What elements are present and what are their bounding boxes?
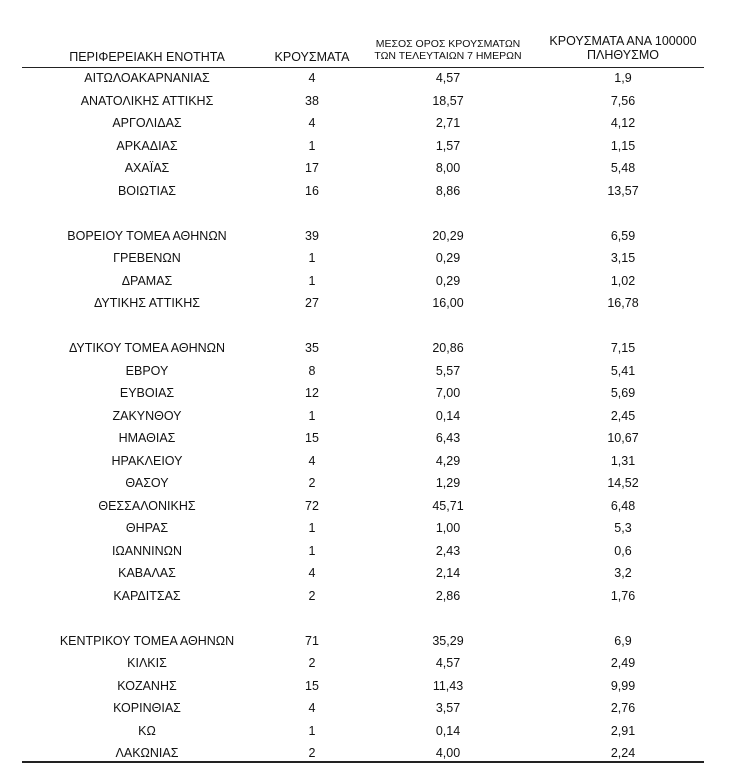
table-row (0, 721, 731, 744)
header-avg-line1: ΜΕΣΟΣ ΟΡΟΣ ΚΡΟΥΣΜΑΤΩΝ (375, 38, 521, 50)
cell-seven-day-average: 8,86 (435, 183, 461, 198)
table-row (0, 91, 731, 114)
cell-per-100000: 7,15 (610, 341, 636, 355)
table-row (0, 631, 731, 654)
header-per-line2: ΠΛΗΘΥΣΜΟ (587, 48, 659, 63)
cell-region: ΚΙΛΚΙΣ (127, 656, 167, 670)
cell-cases: 17 (305, 161, 319, 175)
cell-seven-day-average: 35,29 (432, 633, 464, 648)
cell-region: ΘΕΣΣΑΛΟΝΙΚΗΣ (98, 498, 196, 513)
cell-per-100000: 10,67 (607, 431, 639, 445)
cell-per-100000: 3,2 (614, 566, 632, 580)
cell-region: ΒΟΡΕΙΟΥ ΤΟΜΕΑ ΑΘΗΝΩΝ (67, 228, 227, 243)
cell-seven-day-average: 1,29 (435, 476, 461, 490)
cell-seven-day-average: 7,00 (435, 386, 461, 400)
cell-per-100000: 16,78 (607, 296, 639, 310)
cell-seven-day-average: 0,29 (435, 273, 461, 288)
cell-seven-day-average: 0,14 (435, 723, 461, 738)
cell-per-100000: 2,45 (610, 408, 636, 423)
cell-cases: 1 (308, 408, 316, 423)
cell-cases: 1 (308, 273, 316, 288)
cell-cases: 27 (305, 296, 319, 310)
header-region: ΠΕΡΙΦΕΡΕΙΑΚΗ ΕΝΟΤΗΤΑ (69, 50, 225, 64)
table-row (0, 158, 731, 181)
cell-seven-day-average: 20,86 (432, 341, 464, 355)
cell-seven-day-average: 6,43 (435, 431, 461, 445)
cell-per-100000: 5,69 (610, 386, 636, 400)
cell-cases: 2 (308, 746, 316, 760)
cell-seven-day-average: 20,29 (432, 228, 464, 243)
cell-cases: 35 (305, 341, 319, 355)
cell-region: ΚΟΡΙΝΘΙΑΣ (113, 701, 181, 715)
cell-seven-day-average: 2,43 (435, 543, 461, 558)
cell-region: ΕΒΡΟΥ (125, 363, 169, 378)
table-row (0, 586, 731, 609)
cell-cases: 2 (308, 656, 316, 670)
table-row (0, 293, 731, 316)
table-row (0, 541, 731, 564)
header-per-line1: ΚΡΟΥΣΜΑΤΑ ΑΝΑ 100000 (549, 34, 697, 48)
cell-region: ΗΜΑΘΙΑΣ (118, 431, 176, 445)
cell-cases: 1 (308, 521, 316, 535)
cell-per-100000: 1,15 (610, 138, 636, 153)
cell-region: ΔΥΤΙΚΟΥ ΤΟΜΕΑ ΑΘΗΝΩΝ (68, 341, 226, 355)
table-row (0, 338, 731, 361)
cell-region: ΑΡΚΑΔΙΑΣ (116, 138, 178, 153)
cell-cases: 71 (305, 633, 319, 648)
cell-per-100000: 0,6 (614, 543, 632, 558)
cell-seven-day-average: 2,14 (435, 566, 461, 580)
cell-region: ΘΗΡΑΣ (125, 521, 169, 535)
cell-region: ΚΟΖΑΝΗΣ (117, 678, 177, 693)
cell-per-100000: 13,57 (607, 183, 639, 198)
cell-region: ΖΑΚΥΝΘΟΥ (112, 408, 182, 423)
cell-seven-day-average: 4,57 (435, 71, 461, 85)
cell-per-100000: 1,76 (610, 588, 636, 603)
cell-region: ΛΑΚΩΝΙΑΣ (115, 746, 179, 760)
cell-per-100000: 7,56 (610, 93, 636, 108)
cell-cases: 2 (308, 588, 316, 603)
cell-cases: 4 (308, 71, 316, 85)
cell-per-100000: 1,31 (610, 453, 636, 468)
table-row (0, 113, 731, 136)
cell-seven-day-average: 4,57 (435, 656, 461, 670)
table-row (0, 271, 731, 294)
cell-region: ΚΑΡΔΙΤΣΑΣ (113, 588, 181, 603)
table-body (0, 68, 731, 766)
table-row (0, 248, 731, 271)
cell-cases: 1 (308, 251, 316, 265)
cell-per-100000: 5,3 (614, 521, 632, 535)
table-row (0, 181, 731, 204)
cell-cases: 15 (305, 678, 319, 693)
cell-cases: 16 (305, 183, 319, 198)
table-row (0, 136, 731, 159)
header-avg-line2: ΤΩΝ ΤΕΛΕΥΤΑΙΩΝ 7 ΗΜΕΡΩΝ (374, 50, 522, 63)
cell-cases: 12 (305, 386, 319, 400)
header-per-100000 (538, 34, 708, 63)
cell-seven-day-average: 4,29 (435, 453, 461, 468)
cell-per-100000: 6,9 (614, 633, 632, 648)
cell-per-100000: 5,48 (610, 161, 636, 175)
cell-seven-day-average: 2,71 (435, 116, 461, 130)
cell-region: ΘΑΣΟΥ (125, 476, 169, 490)
cell-region: ΔΥΤΙΚΗΣ ΑΤΤΙΚΗΣ (94, 296, 200, 310)
cell-seven-day-average: 2,86 (435, 588, 461, 603)
cell-per-100000: 6,59 (610, 228, 636, 243)
cell-seven-day-average: 3,57 (435, 701, 461, 715)
table-row (0, 653, 731, 676)
cell-per-100000: 9,99 (610, 678, 636, 693)
cell-region: ΚΕΝΤΡΙΚΟΥ ΤΟΜΕΑ ΑΘΗΝΩΝ (59, 633, 235, 648)
cell-seven-day-average: 11,43 (432, 678, 464, 693)
cell-cases: 4 (308, 453, 316, 468)
cell-region: ΒΟΙΩΤΙΑΣ (117, 183, 177, 198)
table-row (0, 383, 731, 406)
table-row (0, 676, 731, 699)
cell-seven-day-average: 18,57 (432, 93, 464, 108)
cell-seven-day-average: 1,57 (435, 138, 461, 153)
cell-per-100000: 6,48 (610, 498, 636, 513)
header-seven-day-average (356, 38, 540, 62)
cell-seven-day-average: 45,71 (432, 498, 464, 513)
cell-region: ΙΩΑΝΝΙΝΩΝ (111, 543, 183, 558)
cell-cases: 4 (308, 566, 316, 580)
cell-cases: 4 (308, 701, 316, 715)
cell-per-100000: 4,12 (610, 116, 636, 130)
cell-region: ΗΡΑΚΛΕΙΟΥ (111, 453, 183, 468)
table-row (0, 68, 731, 91)
cell-per-100000: 14,52 (607, 476, 639, 490)
cell-seven-day-average: 1,00 (435, 521, 461, 535)
cell-seven-day-average: 0,29 (435, 251, 461, 265)
cell-cases: 39 (305, 228, 319, 243)
cell-cases: 38 (305, 93, 319, 108)
cell-region: ΔΡΑΜΑΣ (121, 273, 173, 288)
cell-per-100000: 5,41 (610, 363, 636, 378)
cell-cases: 1 (308, 543, 316, 558)
table-row (0, 226, 731, 249)
cell-cases: 2 (308, 476, 316, 490)
bottom-divider (22, 761, 704, 763)
table-row (0, 563, 731, 586)
cell-region: ΓΡΕΒΕΝΩΝ (113, 251, 181, 265)
table-row (0, 496, 731, 519)
cell-per-100000: 1,02 (610, 273, 636, 288)
cell-region: ΑΧΑΪΑΣ (124, 161, 170, 175)
table-row (0, 518, 731, 541)
cell-cases: 4 (308, 116, 316, 130)
cell-region: ΑΝΑΤΟΛΙΚΗΣ ΑΤΤΙΚΗΣ (80, 93, 214, 108)
cell-region: ΕΥΒΟΙΑΣ (119, 386, 175, 400)
cell-per-100000: 2,49 (610, 656, 636, 670)
cell-seven-day-average: 4,00 (435, 746, 461, 760)
cell-per-100000: 2,91 (610, 723, 636, 738)
cell-region: ΚΑΒΑΛΑΣ (118, 566, 176, 580)
cell-cases: 8 (308, 363, 316, 378)
table-row (0, 428, 731, 451)
table-row (0, 406, 731, 429)
cell-cases: 1 (308, 723, 316, 738)
cell-cases: 1 (308, 138, 316, 153)
header-cases: ΚΡΟΥΣΜΑΤΑ (274, 50, 350, 64)
cell-per-100000: 3,15 (610, 251, 636, 265)
table-row (0, 473, 731, 496)
table-row (0, 361, 731, 384)
cell-seven-day-average: 0,14 (435, 408, 461, 423)
table-row (0, 451, 731, 474)
cell-seven-day-average: 5,57 (435, 363, 461, 378)
cell-cases: 72 (305, 498, 319, 513)
cell-region: ΑΡΓΟΛΙΔΑΣ (112, 116, 182, 130)
table-row (0, 698, 731, 721)
cell-region: ΑΙΤΩΛΟΑΚΑΡΝΑΝΙΑΣ (84, 71, 210, 85)
cell-region: ΚΩ (138, 723, 156, 738)
cell-per-100000: 2,76 (610, 701, 636, 715)
cell-seven-day-average: 8,00 (435, 161, 461, 175)
cell-cases: 15 (305, 431, 319, 445)
cell-seven-day-average: 16,00 (432, 296, 464, 310)
cell-per-100000: 2,24 (610, 746, 636, 760)
cell-per-100000: 1,9 (614, 71, 632, 85)
